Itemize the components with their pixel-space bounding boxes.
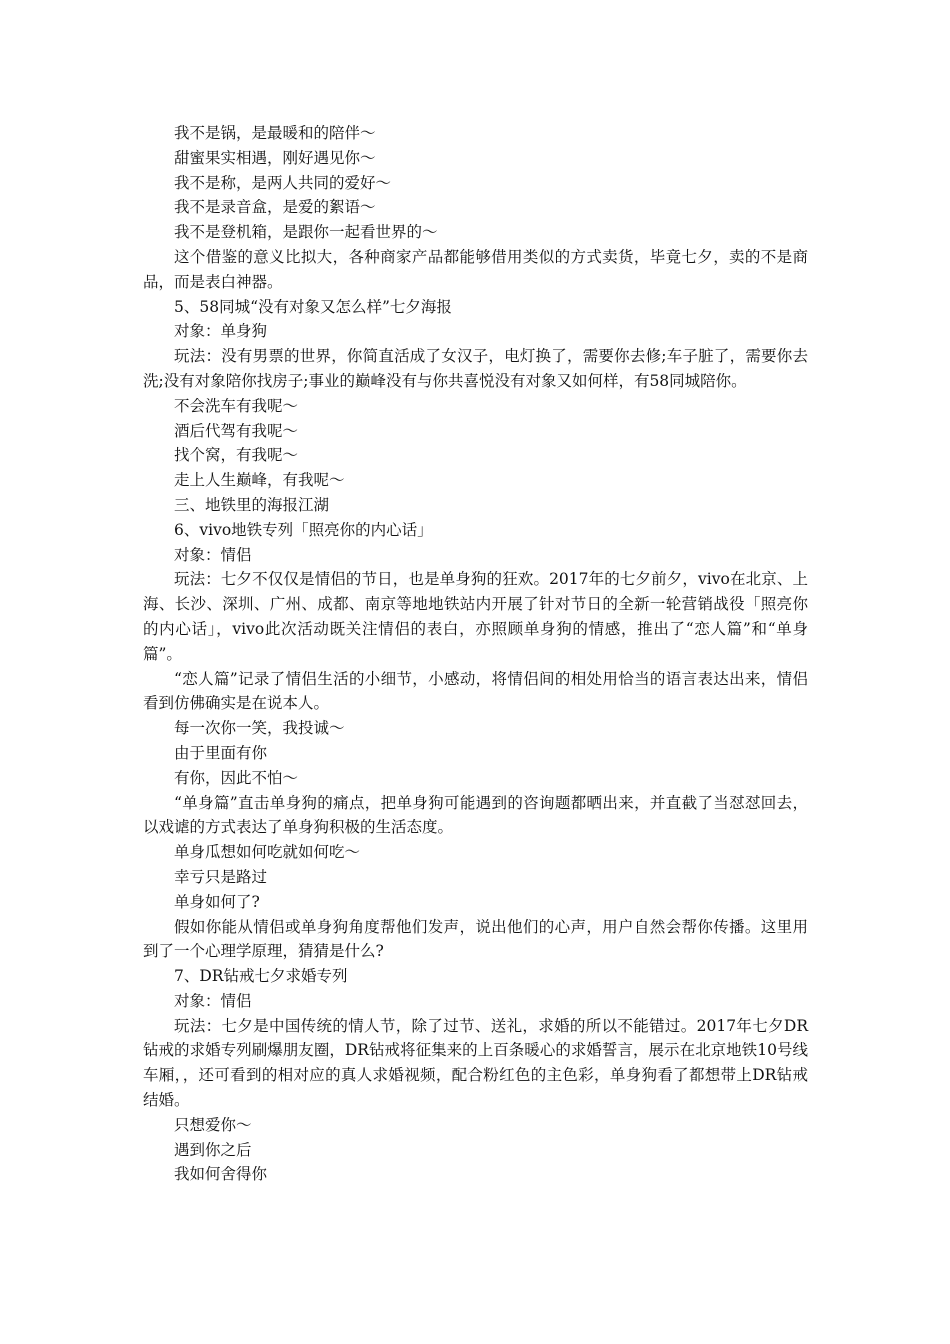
paragraph: 我不是锅，是最暖和的陪伴～	[174, 124, 376, 142]
paragraph: 找个窝，有我呢～	[174, 446, 299, 465]
paragraph: 只想爱你～	[174, 1115, 252, 1134]
paragraph: 玩法：七夕不仅仅是情侣的节日，也是单身狗的狂欢。2017年的七夕前夕，vivo在北京、上海、长沙、深圳、广州、成都、南京等地地铁站内开展了针对节日的全新一轮营销战役「照亮你的内心话」，vivo此次活动既关注情侣的表白，亦照顾单身狗的情感，推出了“恋人篇”和“单身篇”。	[143, 570, 808, 663]
paragraph: 对象：单身狗	[174, 322, 268, 341]
paragraph: 不会洗车有我呢～	[174, 396, 299, 415]
paragraph: 由于里面有你	[174, 743, 268, 762]
section-heading: 三、地铁里的海报江湖	[174, 495, 330, 514]
paragraph: 酒后代驾有我呢～	[174, 421, 299, 440]
paragraph: “单身篇”直击单身狗的痛点，把单身狗可能遇到的咨询题都晒出来，并直截了当怼怼回去，以戏谑的方式表达了单身狗积极的生活态度。	[143, 793, 808, 837]
document-page	[143, 121, 808, 1187]
paragraph: 我不是登机箱，是跟你一起看世界的～	[174, 223, 438, 242]
section-heading: 6、vivo地铁专列「照亮你的内心话」	[174, 520, 433, 539]
paragraph: 每一次你一笑，我投诚～	[174, 719, 345, 738]
section-heading: 5、58同城“没有对象又怎么样”七夕海报	[174, 297, 452, 316]
paragraph: 幸亏只是路过	[174, 867, 268, 886]
paragraph: 玩法：没有男票的世界，你简直活成了女汉子，电灯换了，需要你去修;车子脏了，需要你去洗;没有对象陪你找房子;事业的巅峰没有与你共喜悦没有对象又如何样，有58同城陪你。	[143, 347, 808, 390]
paragraph: 有你，因此不怕～	[174, 768, 299, 787]
paragraph: 这个借鉴的意义比拟大，各种商家产品都能够借用类似的方式卖货，毕竟七夕，卖的不是商品，而是表白神器。	[143, 247, 808, 291]
paragraph: 甜蜜果实相遇，刚好遇见你～	[174, 148, 376, 167]
paragraph: 对象：情侣	[174, 991, 252, 1010]
section-heading: 7、DR钻戒七夕求婚专列	[174, 967, 348, 986]
paragraph: 对象：情侣	[174, 545, 252, 564]
paragraph: 单身如何了?	[174, 892, 260, 911]
paragraph: 我不是录音盒，是爱的絮语～	[174, 198, 376, 217]
paragraph: 单身瓜想如何吃就如何吃～	[174, 843, 361, 862]
paragraph: 我不是称，是两人共同的爱好～	[174, 173, 392, 192]
paragraph: 我如何舍得你	[174, 1165, 268, 1184]
paragraph: 遇到你之后	[174, 1140, 252, 1159]
paragraph: 假如你能从情侣或单身狗角度帮他们发声，说出他们的心声，用户自然会帮你传播。这里用到了一个心理学原理，猜猜是什么?	[143, 917, 808, 961]
paragraph: 玩法：七夕是中国传统的情人节，除了过节、送礼，求婚的所以不能错过。2017年七夕DR钻戒的求婚专列刷爆朋友圈，DR钻戒将征集来的上百条暖心的求婚誓言，展示在北京地铁10号线车厢，，还可看到的相对应的真人求婚视频，配合粉红色的主色彩，单身狗看了都想带上DR钻戒结婚。	[143, 1016, 808, 1110]
paragraph: 走上人生巅峰，有我呢～	[174, 471, 345, 490]
paragraph: “恋人篇”记录了情侣生活的小细节，小感动，将情侣间的相处用恰当的语言表达出来，情侣看到仿佛确实是在说本人。	[143, 669, 808, 713]
